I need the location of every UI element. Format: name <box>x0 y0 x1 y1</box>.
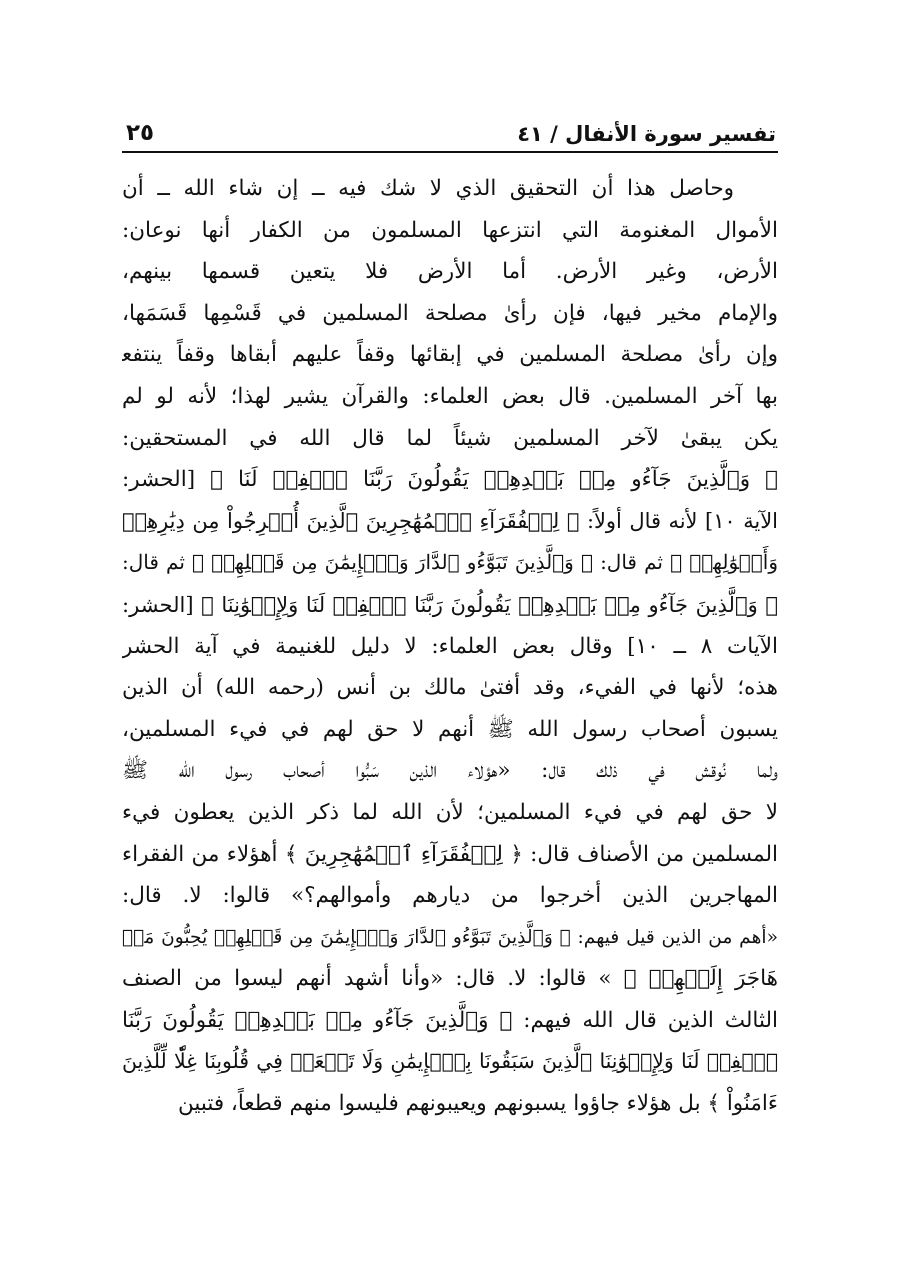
quran-verse-line: ٱغۡفِرۡ لَنَا وَلِإِخۡوَٰنِنَا ٱلَّذِينَ سَبَقُونَا بِٱلۡإِيمَٰنِ وَلَا تَجۡعَلۡ فِي قُلُوبِنَا غِلّٗا لِّلَّذِينَ <box>122 1049 778 1074</box>
quran-verse-line: الآية ١٠] لأنه قال أولاً: ﴿ لِلۡفُقَرَآءِ ٱلۡمُهَٰجِرِينَ ٱلَّذِينَ أُخۡرِجُواْ مِن دِيَٰرِهِمۡ <box>122 508 778 533</box>
quran-verse-line: ﴿ وَٱلَّذِينَ جَآءُو مِنۢ بَعۡدِهِمۡ يَقُولُونَ رَبَّنَا ٱغۡفِرۡ لَنَا ﴾ [الحشر: <box>122 467 778 493</box>
text-line: الأرض، وغير الأرض. أما الأرض فلا يتعين قسمها بينهم، <box>122 259 778 285</box>
text-line: يكن يبقىٰ لآخر المسلمين شيئاً لما قال الله في المستحقين: <box>122 425 778 451</box>
quran-verse-line: ﴿ وَٱلَّذِينَ جَآءُو مِنۢ بَعۡدِهِمۡ يَقُولُونَ رَبَّنَا ٱغۡفِرۡ لَنَا وَلِإِخۡوَٰنِنَا ﴾ [الحشر: <box>122 591 778 617</box>
text-line: وحاصل هذا أن التحقيق الذي لا شك فيه ــ إن شاء الله ــ أن <box>122 176 734 201</box>
text-line: المهاجرين الذين أخرجوا من ديارهم وأموالهم؟» قالوا: لا. قال: <box>122 883 778 909</box>
text-line: الأموال المغنومة التي انتزعها المسلمون من الكفار أنها نوعان: <box>122 217 778 243</box>
quran-verse-line: هَاجَرَ إِلَيۡهِمۡ ﴾ » قالوا: لا. قال: «وأنا أشهد أنهم ليسوا من الصنف <box>122 966 778 992</box>
quran-verse-line: المسلمين من الأصناف قال: ﴿ لِلۡفُقَرَآءِ ٱلۡمُهَٰجِرِينَ ﴾ أهؤلاء من الفقراء <box>122 841 778 867</box>
text-line: ولما نُوقش في ذلك قال: «هؤلاء الذين سَبُّوا أصحاب رسول الله ﷺ <box>122 758 778 784</box>
header-divider <box>122 151 778 153</box>
page-header <box>126 112 776 152</box>
text-line: وإن رأىٰ مصلحة المسلمين في إبقائها وقفاً عليهم أبقاها وقفاً ينتفع <box>122 342 778 368</box>
text-line: ءَامَنُواْ ﴾ بل هؤلاء جاؤوا يسبونهم ويعيبونهم فليسوا منهم قطعاً، فتبين <box>177 1091 778 1117</box>
quran-verse-line: وَأَمۡوَٰلِهِمۡ ﴾ ثم قال: ﴿ وَٱلَّذِينَ تَبَوَّءُو ٱلدَّارَ وَٱلۡإِيمَٰنَ مِن قَبۡلِهِمۡ ﴾ ثم قال: <box>122 550 778 575</box>
text-line: والإمام مخير فيها، فإن رأىٰ مصلحة المسلمين في قَسْمِها قَسَمَها، <box>122 300 778 326</box>
text-line: يسبون أصحاب رسول الله ﷺ أنهم لا حق لهم في فيء المسلمين، <box>122 716 778 742</box>
body-text <box>122 168 778 1125</box>
text-line: لا حق لهم في فيء المسلمين؛ لأن الله لما ذكر الذين يعطون فيء <box>122 799 778 825</box>
quran-verse-line: الثالث الذين قال الله فيهم: ﴿ وَٱلَّذِينَ جَآءُو مِنۢ بَعۡدِهِمۡ يَقُولُونَ رَبَّنَا <box>122 1007 778 1033</box>
text-line: بها آخر المسلمين. قال بعض العلماء: والقرآن يشير لهذا؛ لأنه لو لم <box>122 383 778 409</box>
quran-verse-line: «أهم من الذين قيل فيهم: ﴿ وَٱلَّذِينَ تَبَوَّءُو ٱلدَّارَ وَٱلۡإِيمَٰنَ مِن قَبۡلِهِمۡ يُحِبُّونَ مَنۡ <box>122 926 778 948</box>
text-line: الآيات ٨ ــ ١٠] وقال بعض العلماء: لا دليل للغنيمة في آية الحشر <box>122 633 778 659</box>
text-line: هذه؛ لأنها في الفيء، وقد أفتىٰ مالك بن أنس (رحمه الله) أن الذين <box>122 675 778 701</box>
running-title: تفسير سورة الأنفال / ٤١ <box>517 122 776 146</box>
page-number: ٢٥ <box>126 120 155 146</box>
